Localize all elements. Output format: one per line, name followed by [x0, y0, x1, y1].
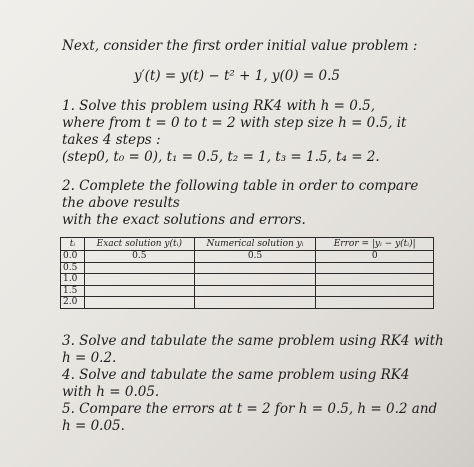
cell-error — [316, 274, 434, 286]
table-row — [61, 262, 434, 274]
table-row — [61, 274, 434, 286]
q3-line-2: h = 0.2. — [62, 350, 117, 366]
cell-t: 2.0 — [61, 297, 85, 309]
q2-line-1: 2. Complete the following table in order to compare — [62, 178, 419, 194]
col-header-numerical: Numerical solution yᵢ — [194, 238, 316, 251]
cell-error — [316, 285, 434, 297]
table-header-row — [61, 238, 434, 251]
cell-t: 0.5 — [61, 262, 85, 274]
q4-line-2: with h = 0.05. — [62, 384, 160, 400]
q4-line-1: 4. Solve and tabulate the same problem using RK4 — [62, 367, 410, 383]
col-header-error: Error = |yᵢ − y(tᵢ)| — [316, 238, 434, 251]
q1-line-2: where from t = 0 to t = 2 with step size h = 0.5, it — [62, 115, 407, 131]
cell-exact — [84, 262, 194, 274]
cell-t: 0.0 — [61, 251, 85, 263]
cell-numerical — [194, 285, 316, 297]
cell-numerical — [194, 262, 316, 274]
q3-line-1: 3. Solve and tabulate the same problem using RK4 with — [62, 333, 444, 349]
cell-exact — [84, 285, 194, 297]
q1-line-1: 1. Solve this problem using RK4 with h = 0.5, — [62, 98, 376, 114]
cell-exact — [84, 274, 194, 286]
q1-line-3: takes 4 steps : — [62, 132, 161, 148]
table-row — [61, 297, 434, 309]
cell-t: 1.0 — [61, 274, 85, 286]
q2-line-2: the above results — [62, 195, 180, 211]
table-row — [61, 251, 434, 263]
cell-numerical — [194, 274, 316, 286]
cell-numerical — [194, 297, 316, 309]
table-row — [61, 285, 434, 297]
cell-numerical: 0.5 — [194, 251, 316, 263]
col-header-exact: Exact solution y(tᵢ) — [84, 238, 194, 251]
q1-line-4: (step0, t₀ = 0), t₁ = 0.5, t₂ = 1, t₃ = 1.5, t₄ = 2. — [62, 149, 380, 165]
q5-line-1: 5. Compare the errors at t = 2 for h = 0.5, h = 0.2 and — [62, 401, 438, 417]
cell-exact: 0.5 — [84, 251, 194, 263]
cell-error — [316, 297, 434, 309]
comparison-table — [60, 237, 434, 309]
cell-error — [316, 262, 434, 274]
ivp-equation: y′(t) = y(t) − t² + 1, y(0) = 0.5 — [133, 68, 341, 84]
cell-t: 1.5 — [61, 285, 85, 297]
intro-text: Next, consider the first order initial value problem : — [62, 38, 418, 54]
q5-line-2: h = 0.05. — [62, 418, 125, 434]
q2-line-3: with the exact solutions and errors. — [62, 212, 306, 228]
cell-exact — [84, 297, 194, 309]
col-header-t: tᵢ — [61, 238, 85, 251]
cell-error: 0 — [316, 251, 434, 263]
